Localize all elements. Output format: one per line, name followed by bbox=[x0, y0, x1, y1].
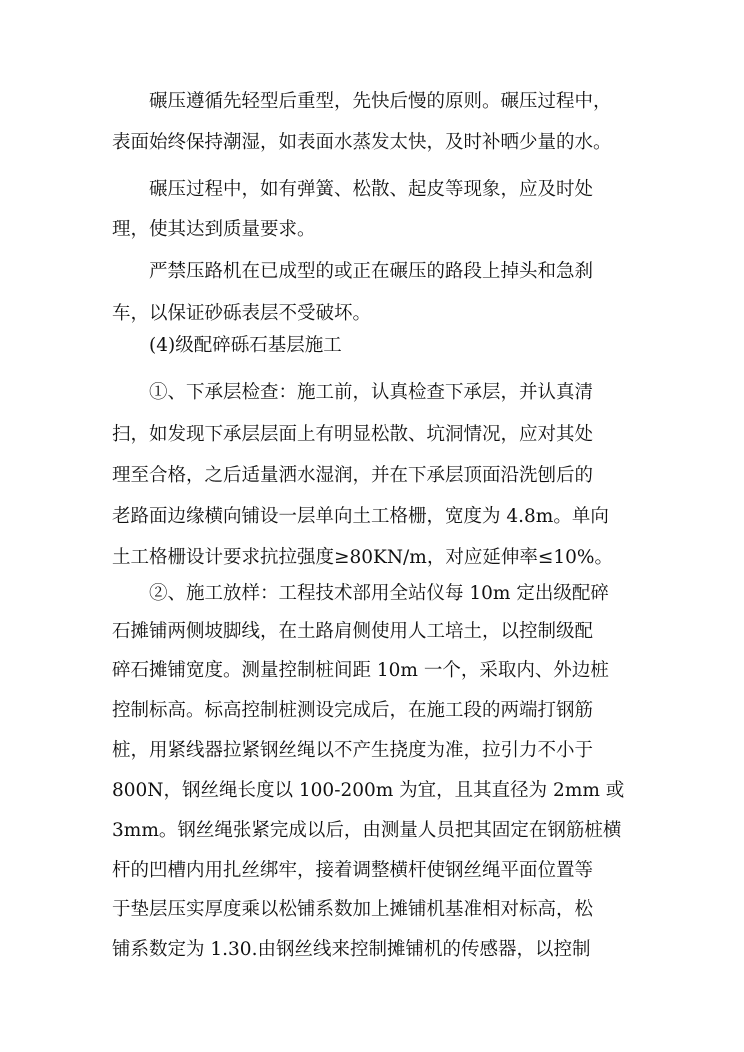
paragraph-line: 碎石摊铺宽度。测量控制桩间距 10m 一个，采取内、外边桩 bbox=[112, 660, 609, 681]
paragraph-line: ②、施工放样：工程技术部用全站仪每 10m 定出级配碎 bbox=[149, 583, 609, 604]
paragraph-line: 控制标高。标高控制桩测设完成后，在施工段的两端打钢筋 bbox=[112, 700, 594, 721]
paragraph-line: 老路面边缘横向铺设一层单向土工格栅，宽度为 4.8m。单向 bbox=[112, 506, 609, 527]
paragraph-line: 严禁压路机在已成型的或正在碾压的路段上掉头和急刹 bbox=[149, 261, 594, 282]
paragraph-line: 桩，用紧线器拉紧钢丝绳以不产生挠度为准，拉引力不小于 bbox=[112, 740, 594, 761]
paragraph-line: 石摊铺两侧坡脚线，在土路肩侧使用人工培土，以控制级配 bbox=[112, 621, 594, 642]
paragraph-line: 车，以保证砂砾表层不受破坏。 bbox=[112, 303, 372, 324]
paragraph-line: 理至合格，之后适量洒水湿润，并在下承层顶面沿洗刨后的 bbox=[112, 465, 594, 486]
paragraph-line: 理，使其达到质量要求。 bbox=[112, 219, 316, 240]
paragraph-line: 扫，如发现下承层层面上有明显松散、坑洞情况，应对其处 bbox=[112, 424, 594, 445]
paragraph-line: 800N，钢丝绳长度以 100-200m 为宜，且其直径为 2mm 或 bbox=[112, 780, 625, 801]
paragraph-line: 铺系数定为 1.30.由钢丝线来控制摊铺机的传感器，以控制 bbox=[112, 939, 591, 960]
paragraph-line: 碾压过程中，如有弹簧、松散、起皮等现象，应及时处 bbox=[149, 179, 594, 200]
section-heading: (4)级配碎砾石基层施工 bbox=[149, 335, 342, 356]
paragraph-line: 土工格栅设计要求抗拉强度≥80KN/m，对应延伸率≤10%。 bbox=[112, 547, 613, 568]
paragraph-line: 碾压遵循先轻型后重型，先快后慢的原则。碾压过程中， bbox=[149, 91, 612, 112]
paragraph-line: 于垫层压实厚度乘以松铺系数加上摊铺机基准相对标高，松 bbox=[112, 899, 594, 920]
paragraph-line: 3mm。钢丝绳张紧完成以后，由测量人员把其固定在钢筋桩横 bbox=[112, 820, 622, 841]
paragraph-line: 杆的凹槽内用扎丝绑牢，接着调整横杆使钢丝绳平面位置等 bbox=[112, 860, 594, 881]
paragraph-line: 表面始终保持潮湿，如表面水蒸发太快，及时补晒少量的水。 bbox=[112, 132, 612, 153]
paragraph-line: ①、下承层检查：施工前，认真检查下承层，并认真清 bbox=[149, 382, 594, 403]
